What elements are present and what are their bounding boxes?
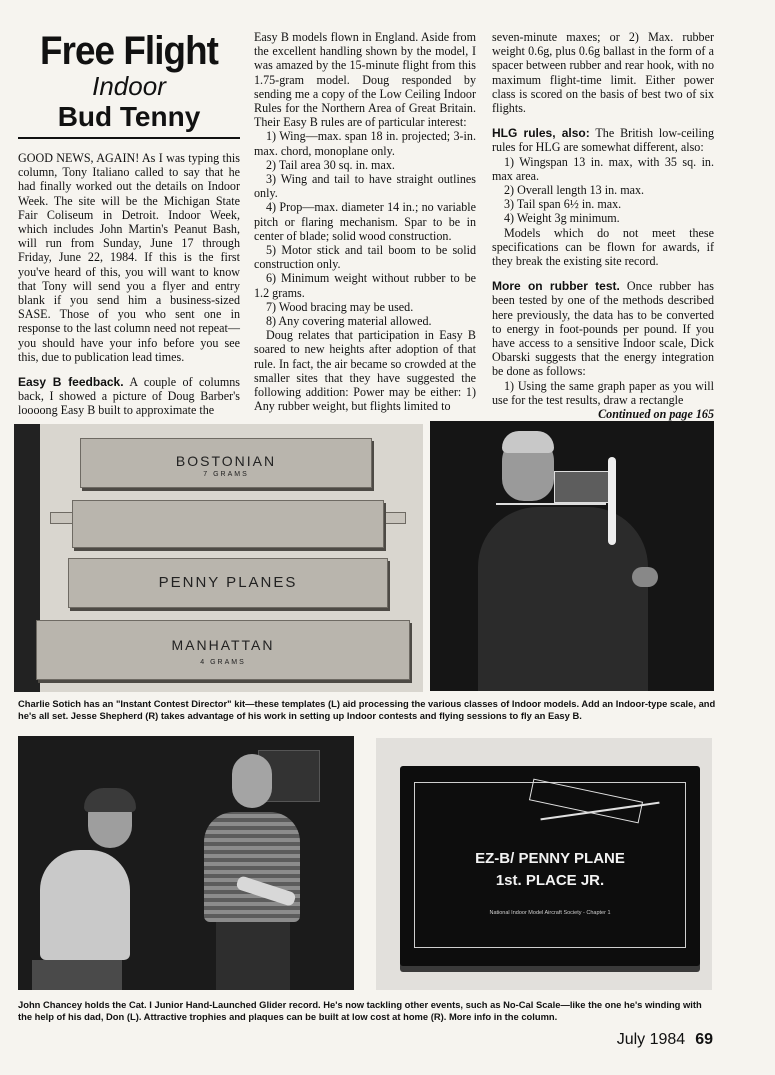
column-masthead [18, 30, 240, 134]
template-manhattan [36, 620, 410, 680]
template-label: BOSTONIAN [175, 453, 277, 469]
rule-item: 5) Motor stick and tail boom to be solid construction only. [254, 243, 476, 272]
templates-photo [14, 424, 423, 692]
hlg-rule-item: 3) Tail span 6½ in. max. [504, 197, 622, 212]
power-class-paragraph: seven-minute maxes; or 2) Max. rubber weight 0.6g, plus 0.6g ballast in the form of a spacer between rubber and rear hook, with no maximum flight-time limit. Either power class is scored on the basis of best two of six flights. [492, 30, 714, 116]
son-hair [84, 788, 136, 812]
rule-item: 4) Prop—max. diameter 14 in.; no variable pitch or flaring mechanism. Spar to be in center of blade; solid wood construction. [254, 200, 476, 243]
person-body [478, 507, 648, 691]
site-record-paragraph: Models which do not meet these specifications can be flown for awards, if they break the existing site record. [492, 225, 714, 269]
photo-caption-bottom: John Chancey holds the Cat. I Junior Hand-Launched Glider record. He's now tackling other events, such as No-Cal Scale—like the one he's winding with the help of his dad, Don (L). Attractive trophies and plaques can be built at low cost at home (R). More info in the column. [18, 999, 702, 1022]
text-column-3 [492, 30, 714, 421]
masthead-title: Free Flight [40, 29, 218, 73]
template-label: MANHATTAN [171, 637, 275, 653]
rule-item: 2) Tail area 30 sq. in. max. [266, 157, 395, 172]
rule-item: 8) Any covering material allowed. [266, 314, 432, 329]
rubber-test-text: Once rubber has been tested by one of the methods described here previously, the data has to be converted to energy in foot-pounds per pound. If you have access to a sensitive Indoor scale, Dick Obarski suggests that the energy integration be done as follows: [492, 279, 714, 379]
template-sublabel: 4 GRAMS [200, 659, 246, 666]
issue-date: July 1984 [616, 1031, 686, 1048]
hlg-rule-item: 1) Wingspan 13 in. max, with 35 sq. in. max area. [492, 154, 714, 183]
rule-item: 3) Wing and tail to have straight outlines only. [254, 172, 476, 201]
hlg-paragraph [492, 126, 714, 154]
rule-item: 6) Minimum weight without rubber to be 1.2 grams. [254, 271, 476, 300]
easy-b-flyer-photo [430, 421, 714, 691]
text-column-1 [18, 151, 240, 418]
model-wing [554, 471, 616, 503]
page-footer [617, 1031, 713, 1049]
father-trousers [216, 922, 290, 990]
easy-b-paragraph [18, 375, 240, 418]
continued-note: Continued on page 165 [598, 407, 714, 422]
template-penny-planes [68, 558, 388, 608]
intro-paragraph: GOOD NEWS, AGAIN! As I was typing this column, Tony Italiano called to say that he had finally worked out the details on Indoor Week. The site will be the Michigan State Fair Coliseum in Detroit. Indoor Week, which includes John Martin's Peanut Bash, will run from Sunday, June 17 through Friday, June 22, 1984. If this is the first you've heard of this, you will want to know that Tony will send you a flyer and entry blank if you send him a business-sized SASE. Those of you who sent one in response to the last column need not repeat—you should have your info before you see this, due to publication lead times. [18, 151, 240, 364]
page-number: 69 [695, 1031, 713, 1048]
graph-paragraph: 1) Using the same graph paper as you will use for the test results, draw a rectangle [492, 378, 714, 407]
rule-item: 1) Wing—max. span 18 in. projected; 3-in. max. chord, monoplane only. [254, 129, 476, 158]
person-hand [632, 567, 658, 587]
plaque-title: EZ-B/ PENNY PLANE [475, 850, 625, 867]
hlg-rule-item: 4) Weight 3g minimum. [504, 211, 620, 226]
template-bostonian [80, 438, 372, 488]
masthead-rule [18, 137, 240, 139]
participation-paragraph: Doug relates that participation in Easy B soared to new heights after adoption of that rule. In fact, the air became so crowded at the smaller sites that they have suggested the following addition: Power may be either: 1) Any rubber weight, but flights limited to [254, 328, 476, 414]
section-lead-hlg: HLG rules, also: [492, 126, 590, 141]
father-head [232, 754, 272, 808]
template-label: PENNY PLANES [158, 574, 298, 591]
photo-caption-top: Charlie Sotich has an "Instant Contest Director" kit—these templates (L) aid processing the various classes of Indoor models. Add an Indoor-type scale, and he's all set. Jesse Shepherd (R) takes advantage of his work in setting up Indoor contests and flying sessions to fly an Easy B. [18, 698, 716, 721]
template-blank [72, 500, 384, 548]
plaque-award: 1st. PLACE JR. [495, 872, 605, 889]
section-lead-easy-b: Easy B feedback. [18, 375, 124, 390]
rubber-test-paragraph [492, 279, 714, 378]
person-hair [502, 431, 554, 453]
father-striped-shirt [204, 812, 300, 922]
section-lead-rubber: More on rubber test. [492, 279, 620, 294]
rule-item: 7) Wood bracing may be used. [266, 299, 414, 314]
model-stick [496, 503, 606, 505]
easy-b-text: A couple of columns back, I showed a picture of Doug Barber's loooong Easy B built to approximate the [18, 375, 240, 418]
masthead-author: Bud Tenny [57, 101, 201, 132]
model-propeller [608, 457, 616, 545]
hlg-rule-item: 2) Overall length 13 in. max. [504, 183, 645, 198]
son-shirt [40, 850, 130, 960]
text-column-2 [254, 30, 476, 413]
hlg-text: The British low-ceiling rules for HLG are somewhat different, also: [492, 126, 714, 155]
masthead-subtitle: Indoor [92, 71, 166, 101]
plaque-society: National Indoor Model Aircraft Society - Chapter 1 [489, 910, 611, 916]
son-jeans [32, 960, 122, 990]
plaque-photo [376, 738, 712, 990]
plaque-board [400, 766, 700, 966]
template-sublabel: 7 GRAMS [203, 471, 249, 478]
father-son-photo [18, 736, 354, 990]
easy-b-rules-intro: Easy B models flown in England. Aside from the excellent handling shown by the model, I was amazed by the 15-minute flight from this 1.75-gram model. Doug responded by sending me a copy of the Low Ceiling Indoor Rules for the Northern Area of Great Britain. Their Easy B rules are of particular interest: [254, 30, 476, 130]
